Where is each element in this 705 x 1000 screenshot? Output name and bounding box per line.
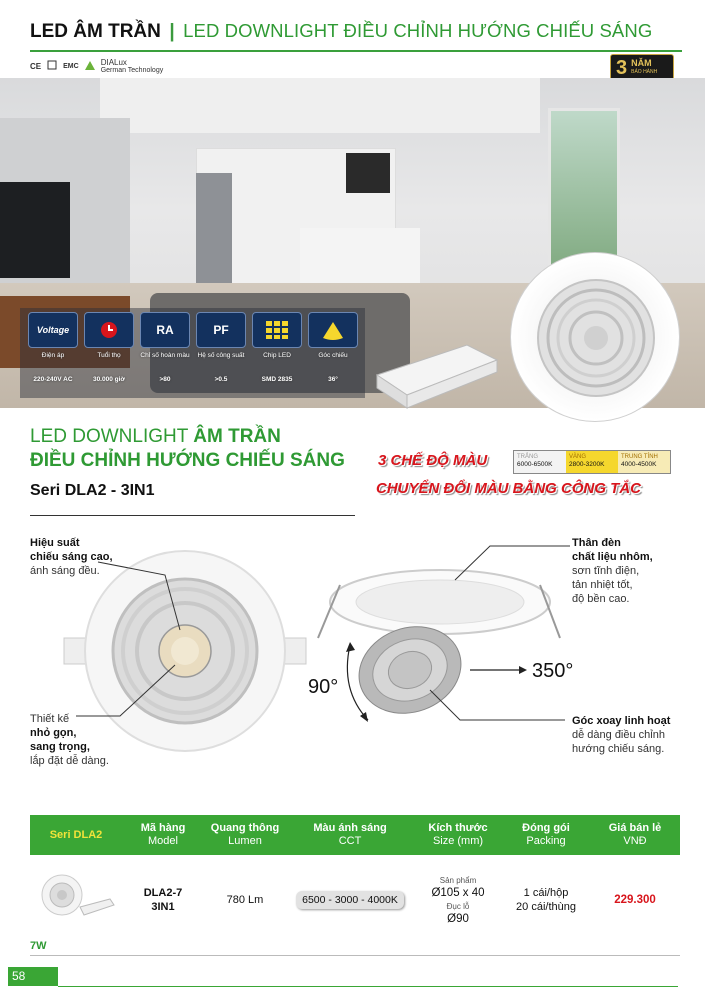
ce-mark: CE: [30, 61, 42, 71]
col-size: Kích thước Size (mm): [428, 822, 488, 847]
header-title: LED DOWNLIGHT ĐIỀU CHỈNH HƯỚNG CHIẾU SÁNG: [183, 20, 653, 41]
table-row: [30, 860, 680, 940]
table-bottom-border: [30, 955, 680, 956]
cct-white: TRẮNG 6000-6500K: [514, 451, 566, 473]
col-price: Giá bán lẻ VNĐ: [608, 822, 662, 847]
cct-warm: VÀNG 2800-3200K: [566, 451, 618, 473]
spec-chip: Chip LED SMD 2835: [249, 312, 305, 396]
header-title-bold: LED ÂM TRẦN: [30, 21, 161, 42]
note-compact: Thiết kế nhỏ gọn, sang trọng, lắp đặt dễ dàng.: [30, 713, 109, 767]
footer-line: [58, 986, 678, 987]
color-modes-title: 3 CHẾ ĐỘ MÀU: [378, 452, 488, 469]
dialux-logo: DIALux German Technology: [100, 57, 164, 74]
angle-rotate: 350°: [532, 660, 574, 682]
clock-icon: [84, 312, 134, 348]
feature-diagram: [0, 520, 705, 800]
page-number: 58: [8, 967, 58, 986]
downlight-image: [510, 252, 680, 422]
spec-beam: Góc chiếu 36°: [305, 312, 361, 396]
angle-tilt: 90°: [308, 676, 339, 698]
dialux-icon: [85, 61, 95, 72]
chip-icon: [252, 312, 302, 348]
col-lumen: Quang thông Lumen: [210, 822, 280, 847]
header-divider: [30, 50, 682, 52]
cell-lumen: 780 Lm: [226, 894, 264, 906]
emc-mark: EMC: [63, 62, 79, 70]
col-cct: Màu ánh sáng CCT: [313, 822, 387, 847]
note-rotation: Góc xoay linh hoạt dễ dàng điều chỉnh hướng chiếu sáng.: [572, 715, 671, 755]
header-separator: |: [169, 21, 175, 42]
voltage-icon: Voltage: [28, 312, 78, 348]
cct-legend: [513, 450, 671, 474]
note-aluminium: Thân đèn chất liệu nhôm, sơn tĩnh điện, tản nhiệt tốt, độ bền cao.: [572, 537, 653, 605]
certification-logos: [30, 58, 163, 74]
wattage-label: 7W: [30, 940, 47, 952]
product-title-line1: LED DOWNLIGHT ÂM TRẦN: [30, 426, 281, 447]
spec-lifetime: Tuổi thọ 30.000 giờ: [81, 312, 137, 396]
cell-cct: 6500 - 3000 - 4000K: [286, 891, 414, 909]
color-switch-title: CHUYỂN ĐỔI MÀU BẰNG CÔNG TẮC: [376, 480, 641, 497]
table-header: [30, 815, 680, 855]
product-series: Seri DLA2 - 3IN1: [30, 482, 155, 499]
product-title-line2: ĐIỀU CHỈNH HƯỚNG CHIẾU SÁNG: [30, 450, 345, 471]
title-underline: [30, 515, 355, 516]
product-thumbnail: [30, 869, 122, 932]
spec-icons: [25, 312, 361, 396]
driver-box-image: [372, 340, 502, 410]
spec-cri: RA Chỉ số hoàn màu >80: [137, 312, 193, 396]
pf-icon: PF: [196, 312, 246, 348]
ra-icon: RA: [140, 312, 190, 348]
note-efficiency: Hiệu suất chiếu sáng cao, ánh sáng đều.: [30, 537, 113, 577]
warranty-label: NĂM BẢO HÀNH: [631, 58, 658, 75]
warranty-years: 3: [616, 56, 628, 79]
spec-voltage: Voltage Điện áp 220-240V AC: [25, 312, 81, 396]
page-header: [30, 20, 680, 50]
cell-price: 229.300: [614, 894, 656, 906]
cell-model: DLA2-7 3IN1: [143, 887, 183, 913]
rohs-icon: [47, 60, 57, 72]
spec-pf: PF Hệ số công suất >0.5: [193, 312, 249, 396]
beam-icon: [308, 312, 358, 348]
cct-neutral: TRUNG TÍNH 4000-4500K: [618, 451, 670, 473]
col-model: Mã hàng Model: [140, 822, 186, 847]
cell-packing: 1 cái/hộp 20 cái/thùng: [516, 887, 576, 913]
cell-size: Sản phẩm Ø105 x 40 Đục lỗ Ø90: [431, 876, 485, 925]
col-series: Seri DLA2: [49, 828, 103, 841]
col-packing: Đóng gói Packing: [522, 822, 570, 847]
